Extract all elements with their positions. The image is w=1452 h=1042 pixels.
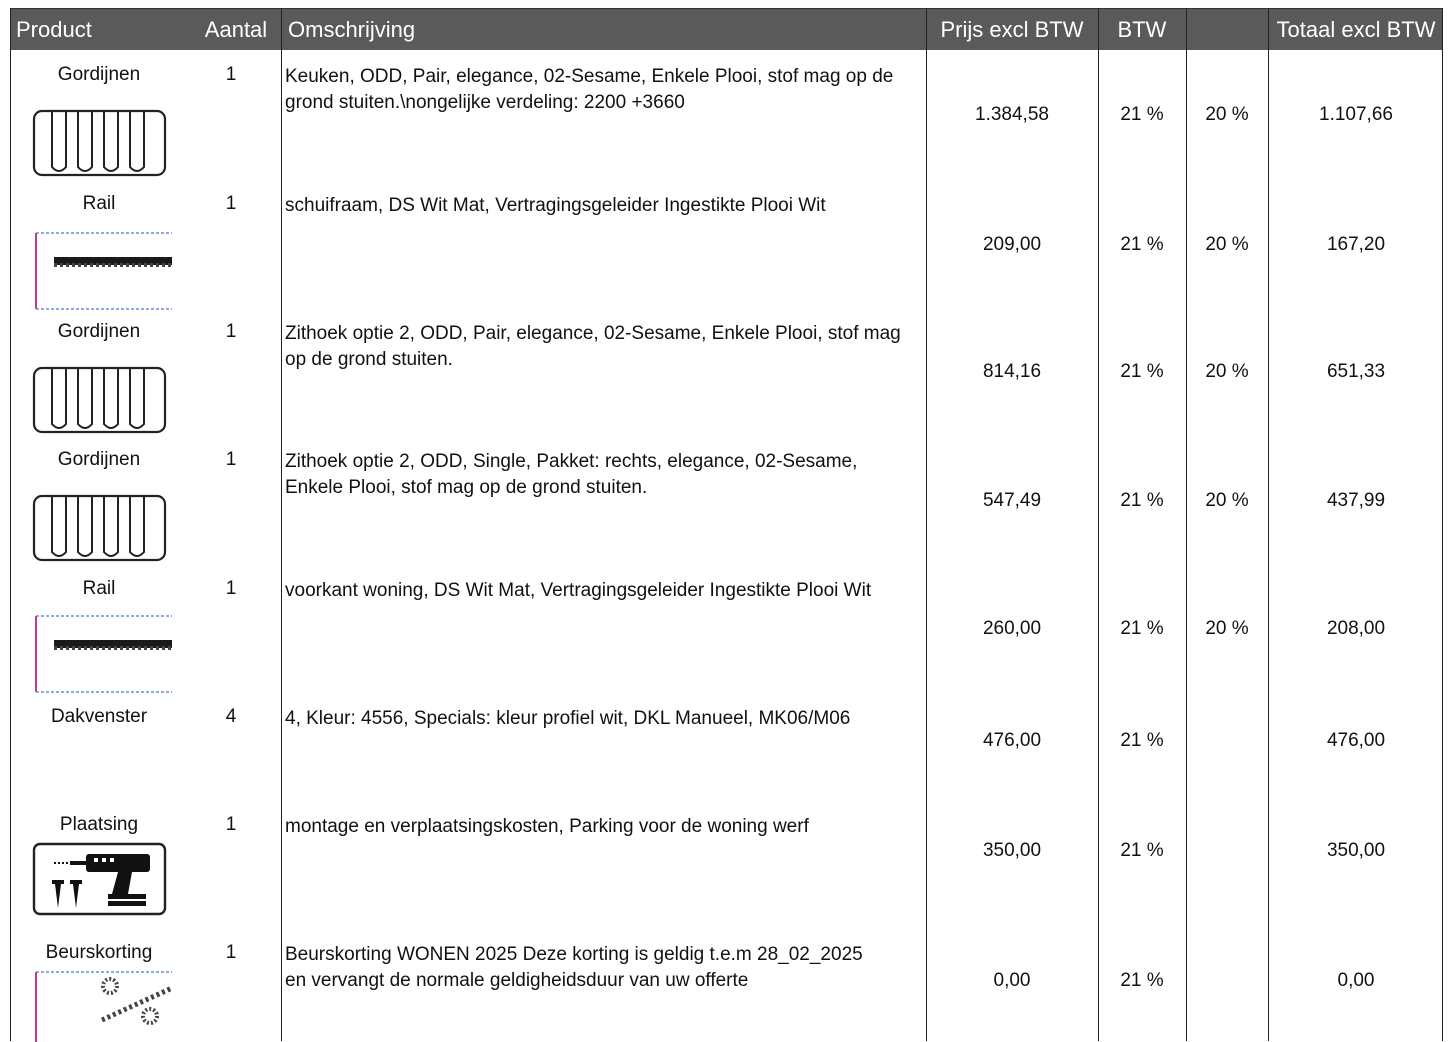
discount: 20 % bbox=[1205, 104, 1249, 125]
price-excl-vat: 350,00 bbox=[982, 840, 1042, 861]
header-price: Prijs excl BTW bbox=[940, 17, 1084, 42]
discount-icon bbox=[32, 970, 167, 1040]
price-excl-vat: 1.384,58 bbox=[975, 104, 1049, 125]
discount: 20 % bbox=[1205, 490, 1249, 511]
vat-rate: 21 % bbox=[1120, 730, 1164, 751]
total-excl-vat: 0,00 bbox=[1337, 970, 1375, 991]
drill-icon bbox=[32, 842, 167, 912]
description: 4, Kleur: 4556, Specials: kleur profiel wit, DKL Manueel, MK06/M06 bbox=[285, 708, 851, 729]
rail-icon bbox=[32, 614, 167, 684]
description: Zithoek optie 2, ODD, Pair, elegance, 02-Sesame, Enkele Plooi, stof mag op de grond stuiten. bbox=[285, 323, 901, 370]
description: Zithoek optie 2, ODD, Single, Pakket: rechts, elegance, 02-Sesame, Enkele Plooi, stof mag op de grond stuiten. bbox=[285, 451, 858, 498]
total-excl-vat: 437,99 bbox=[1326, 490, 1386, 511]
discount: 20 % bbox=[1205, 618, 1249, 639]
price-excl-vat: 476,00 bbox=[982, 730, 1042, 751]
vat-rate: 21 % bbox=[1120, 234, 1164, 255]
curtains-icon bbox=[32, 362, 167, 432]
quantity: 1 bbox=[225, 942, 237, 963]
total-excl-vat: 1.107,66 bbox=[1319, 104, 1393, 125]
header-total: Totaal excl BTW bbox=[1276, 17, 1436, 42]
price-excl-vat: 209,00 bbox=[982, 234, 1042, 255]
quantity: 1 bbox=[225, 193, 237, 214]
price-excl-vat: 814,16 bbox=[982, 361, 1042, 382]
quantity: 4 bbox=[225, 706, 237, 727]
discount: 20 % bbox=[1205, 234, 1249, 255]
quantity: 1 bbox=[225, 814, 237, 835]
product-name: Rail bbox=[82, 578, 116, 599]
table-row bbox=[10, 564, 1443, 692]
header-product: Product bbox=[16, 17, 92, 42]
description: montage en verplaatsingskosten, Parking voor de woning werf bbox=[285, 816, 809, 837]
quote-table bbox=[10, 8, 1443, 1041]
vat-rate: 21 % bbox=[1120, 361, 1164, 382]
price-excl-vat: 547,49 bbox=[982, 490, 1042, 511]
quantity: 1 bbox=[225, 449, 237, 470]
price-excl-vat: 260,00 bbox=[982, 618, 1042, 639]
quantity: 1 bbox=[225, 321, 237, 342]
discount: 20 % bbox=[1205, 361, 1249, 382]
table-row bbox=[10, 800, 1443, 928]
product-name: Beurskorting bbox=[45, 942, 153, 963]
quantity: 1 bbox=[225, 578, 237, 599]
vat-rate: 21 % bbox=[1120, 970, 1164, 991]
price-excl-vat: 0,00 bbox=[993, 970, 1031, 991]
table-row bbox=[10, 307, 1443, 435]
total-excl-vat: 208,00 bbox=[1326, 618, 1386, 639]
product-name: Rail bbox=[82, 193, 116, 214]
product-name: Gordijnen bbox=[57, 449, 141, 470]
table-row bbox=[10, 179, 1443, 307]
description: Keuken, ODD, Pair, elegance, 02-Sesame, Enkele Plooi, stof mag op de grond stuiten.\nongelijke verdeling: 2200 +3660 bbox=[285, 66, 894, 113]
curtains-icon bbox=[32, 490, 167, 560]
total-excl-vat: 167,20 bbox=[1326, 234, 1386, 255]
header-description: Omschrijving bbox=[288, 17, 416, 42]
description: schuifraam, DS Wit Mat, Vertragingsgeleider Ingestikte Plooi Wit bbox=[285, 195, 826, 216]
header-vat: BTW bbox=[1117, 17, 1167, 42]
product-name: Gordijnen bbox=[57, 64, 141, 85]
vat-rate: 21 % bbox=[1120, 840, 1164, 861]
header-discount bbox=[1187, 9, 1267, 51]
table-row bbox=[10, 435, 1443, 564]
total-excl-vat: 350,00 bbox=[1326, 840, 1386, 861]
description: voorkant woning, DS Wit Mat, Vertragingsgeleider Ingestikte Plooi Wit bbox=[285, 580, 872, 601]
description: Beurskorting WONEN 2025 Deze korting is geldig t.e.m 28_02_2025 en vervangt de normale geldigheidsduur van uw offerte bbox=[285, 944, 863, 991]
rail-icon bbox=[32, 231, 167, 301]
table-row bbox=[10, 692, 1443, 800]
total-excl-vat: 476,00 bbox=[1326, 730, 1386, 751]
table-row bbox=[10, 928, 1443, 1041]
product-name: Plaatsing bbox=[59, 814, 139, 835]
total-excl-vat: 651,33 bbox=[1326, 361, 1386, 382]
table-header bbox=[10, 8, 1443, 50]
vat-rate: 21 % bbox=[1120, 618, 1164, 639]
table-row bbox=[10, 50, 1443, 179]
product-name: Dakvenster bbox=[50, 706, 148, 727]
quantity: 1 bbox=[225, 64, 237, 85]
vat-rate: 21 % bbox=[1120, 490, 1164, 511]
vat-rate: 21 % bbox=[1120, 104, 1164, 125]
header-qty: Aantal bbox=[204, 17, 268, 42]
curtains-icon bbox=[32, 105, 167, 175]
product-name: Gordijnen bbox=[57, 321, 141, 342]
